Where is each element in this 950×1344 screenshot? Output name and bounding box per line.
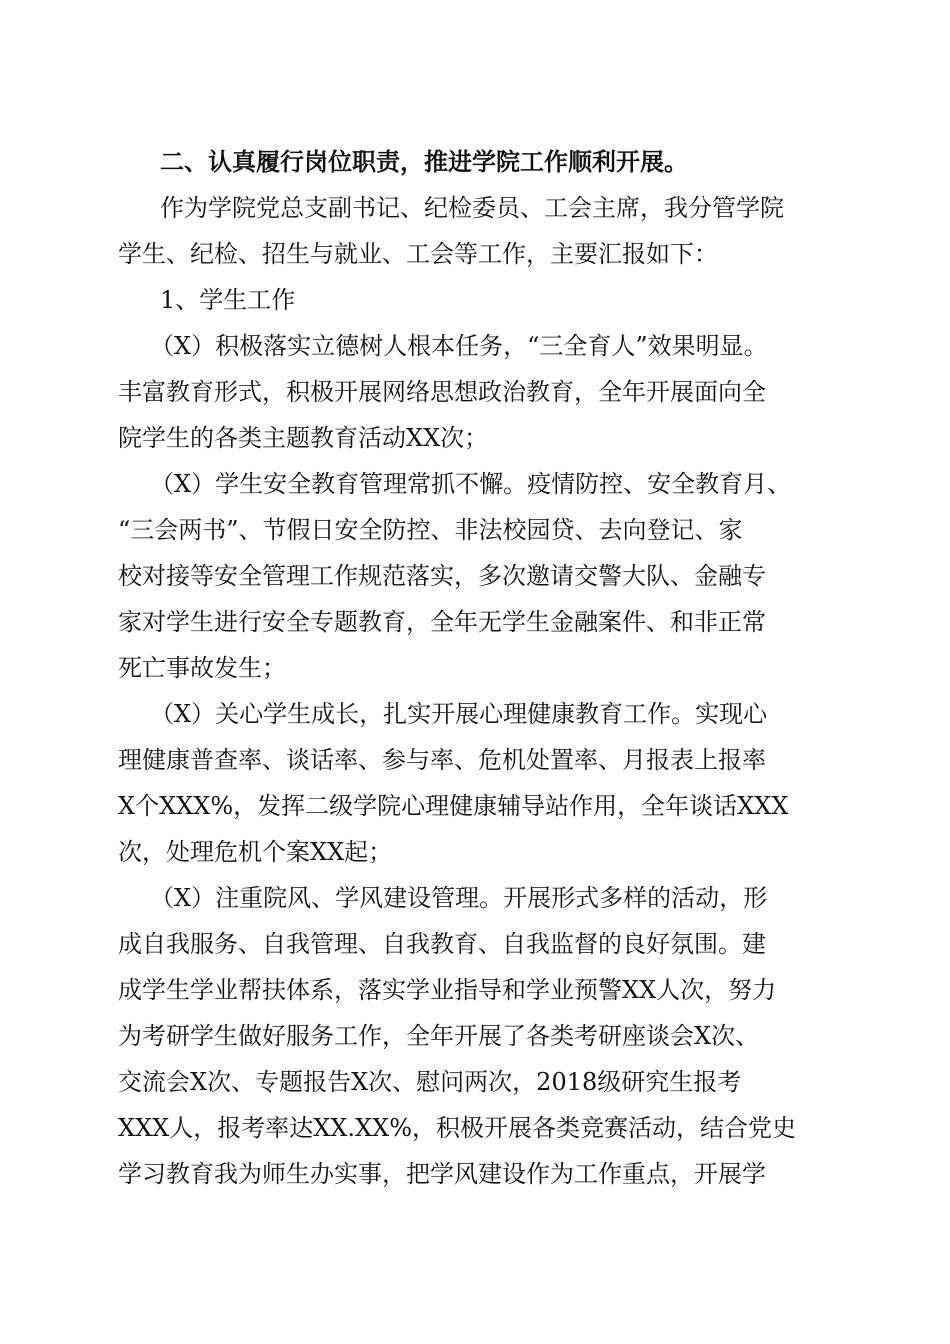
- paragraph-line: 校对接等安全管理工作规范落实，多次邀请交警大队、金融专: [118, 562, 766, 590]
- paragraph-line: （X）关心学生成长，扎实开展心理健康教育工作。实现心: [150, 700, 768, 728]
- paragraph-line: 理健康普查率、谈话率、参与率、危机处置率、月报表上报率: [118, 746, 766, 774]
- paragraph-line: （X）注重院风、学风建设管理。开展形式多样的活动，形: [150, 884, 768, 912]
- paragraph-line: 家对学生进行安全专题教育，全年无学生金融案件、和非正常: [118, 608, 766, 636]
- paragraph-line: 成自我服务、自我管理、自我教育、自我监督的良好氛围。建: [118, 930, 766, 958]
- paragraph-line: 次，处理危机个案XX起；: [118, 838, 393, 866]
- paragraph-line: 院学生的各类主题教育活动XX次；: [118, 424, 489, 452]
- paragraph-line: 成学生学业帮扶体系，落实学业指导和学业预警XX人次，努力: [118, 976, 777, 1004]
- paragraph-line: （X）积极落实立德树人根本任务，“三全育人”效果明显。: [150, 332, 768, 360]
- paragraph-line: X个XXX%，发挥二级学院心理健康辅导站作用，全年谈话XXX: [118, 792, 789, 820]
- paragraph-line: 死亡事故发生；: [118, 654, 286, 682]
- paragraph-line: 为考研学生做好服务工作，全年开展了各类考研座谈会X次、: [118, 1022, 760, 1050]
- paragraph-line: （X）学生安全教育管理常抓不懈。疫情防控、安全教育月、: [150, 470, 792, 498]
- paragraph-line: 学习教育我为师生办实事，把学风建设作为工作重点，开展学: [118, 1160, 766, 1188]
- paragraph-line: 交流会X次、专题报告X次、慰问两次，2018级研究生报考: [118, 1068, 742, 1096]
- paragraph-line: 学生、纪检、招生与就业、工会等工作，主要汇报如下：: [118, 240, 718, 268]
- paragraph-line: 丰富教育形式，积极开展网络思想政治教育，全年开展面向全: [118, 378, 766, 406]
- subsection-title: 1、学生工作: [160, 286, 296, 314]
- section-heading: 二、认真履行岗位职责，推进学院工作顺利开展。: [160, 148, 688, 176]
- paragraph-line: XXX人，报考率达XX.XX%，积极开展各类竞赛活动，结合党史: [118, 1114, 797, 1142]
- paragraph-line: 作为学院党总支副书记、纪检委员、工会主席，我分管学院: [160, 194, 784, 222]
- paragraph-line: “三会两书”、节假日安全防控、非法校园贷、去向登记、家: [118, 516, 743, 544]
